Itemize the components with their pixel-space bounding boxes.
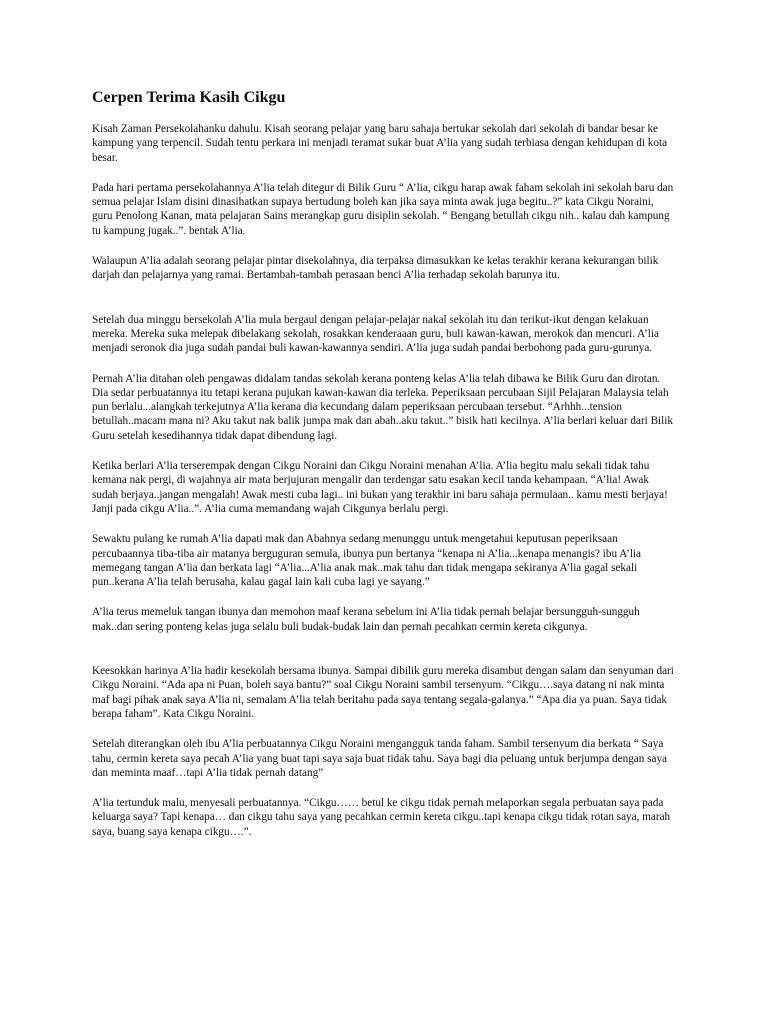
paragraph-10: Setelah diterangkan oleh ibu A’lia perbuatannya Cikgu Noraini mengangguk tanda faham. Sambil tersenyum dia berkata “ Saya tahu, cermin kereta saya pecah A’lia yang buat tapi saya saja buat tidak tahu. Saya bagi dia peluang untuk berjumpa dengan saya dan meminta maaf…tapi A’lia tidak pernah datang” — [92, 738, 668, 779]
paragraph-3: Walaupun A’lia adalah seorang pelajar pintar disekolahnya, dia terpaksa dimasukkan ke kelas terakhir kerana kekurangan bilik darjah dan pelajarnya yang ramai. Bertambah-tambah perasaan benci A’lia terhadap sekolah barunya itu. — [92, 255, 659, 282]
paragraph-6: Ketika berlari A’lia terserempak dengan Cikgu Noraini dan Cikgu Noraini menahan A’lia. A’lia begitu malu sekali tidak tahu kemana nak pergi, di wajahnya air mata berjujuran mengalir dan terdengar satu esakan kecil tanda kehampaan. “A’lia! Awak sudah berjaya..jangan mengalah! Awak mesti cuba lagi.. ini bukan yang terakhir ini baru sahaja permulaan.. kamu mesti berjaya! Janji pada cikgu A’lia..”. A’lia cuma memandang wajah Cikgunya berlalu pergi. — [92, 460, 668, 515]
paragraph-1: Kisah Zaman Persekolahanku dahulu. Kisah seorang pelajar yang baru sahaja bertukar sekolah dari sekolah di bandar besar ke kampung yang terpencil. Sudah tentu perkara ini menjadi teramat sukar buat A’lia yang sudah terbiasa dengan kehidupan di kota besar. — [92, 123, 668, 164]
paragraph-7: Sewaktu pulang ke rumah A’lia dapati mak dan Abahnya sedang menunggu untuk mengetahui keputusan peperiksaan percubaannya tiba-tiba air matanya berguguran semula, ibunya pun bertanya “kenapa ni A’lia...kenapa menangis? ibu A’lia memegang tangan A’lia dan berkata lagi “A’lia...A’lia anak mak..mak tahu dan tidak mengapa sekiranya A’lia gagal sekali pun..kerana A’lia telah berusaha, kalau gagal lain kali cuba lagi ye sayang.” — [92, 533, 642, 589]
paragraph-8: A’lia terus memeluk tangan ibunya dan memohon maaf kerana sebelum ini A’lia tidak pernah belajar bersungguh-sungguh mak..dan sering ponteng kelas juga selalu buli budak-budak lain dan pernah pecahkan cermin kereta cikgunya. — [92, 606, 640, 633]
paragraph-2: Pada hari pertama persekolahannya A’lia telah ditegur di Bilik Guru “ A’lia, cikgu harap awak faham sekolah ini sekolah baru dan semua pelajar Islam disini dinasihatkan supaya bertudung boleh kan jika saya minta awak juga begitu..?” kata Cikgu Noraini, guru Penolong Kanan, mata pelajaran Sains merangkap guru disiplin sekolah. “ Bengang betullah cikgu nih.. kalau dah kampung tu kampung jugak..”. bentak A’lia. — [92, 181, 674, 237]
document-page — [92, 88, 676, 855]
paragraph-11: A’lia tertunduk malu, menyesali perbuatannya. “Cikgu…… betul ke cikgu tidak pernah melaporkan segala perbuatan saya pada keluarga saya? Tapi kenapa… dan cikgu tahu saya yang pecahkan cermin kereta cikgu..tapi kenapa cikgu tidak rotan saya, marah saya, buang saya kenapa cikgu….”. — [92, 797, 671, 838]
document-title: Cerpen Terima Kasih Cikgu — [92, 89, 286, 106]
paragraph-5: Pernah A’lia ditahan oleh pengawas didalam tandas sekolah kerana ponteng kelas A’lia telah dibawa ke Bilik Guru dan dirotan. Dia sedar perbuatannya itu tetapi kerana pujukan kawan-kawan dia terleka. Peperiksaan percubaan Sijil Pelajaran Malaysia telah pun berlalu...alangkah terkejutnya A’lia kerana dia kecundang dalam peperiksaan percubaan tersebut. “Arhhh...tension betullah..macam mana ni? Aku takut nak balik jumpa mak dan abah..aku takut..” bisik hati kecilnya. A’lia berlari keluar dari Bilik Guru setelah kesedihannya tidak dapat dibendung lagi. — [92, 372, 673, 442]
paragraph-4: Setelah dua minggu bersekolah A’lia mula bergaul dengan pelajar-pelajar nakal sekolah itu dan terikut-ikut dengan kelakuan mereka. Mereka suka melepak dibelakang sekolah, rosakkan kenderaaan guru, buli kawan-kawan, merokok dan mencuri. A’lia menjadi seronok dia juga sudah pandai buli kawan-kawannya sendiri. A’lia juga sudah pandai berbohong pada guru-gurunya. — [92, 313, 659, 355]
paragraph-9: Keesokkan harinya A’lia hadir kesekolah bersama ibunya. Sampai dibilik guru mereka disambut dengan salam dan senyuman dari Cikgu Noraini. “Ada apa ni Puan, boleh saya bantu?” soal Cikgu Noraini sambil tersenyum. “Cikgu….saya datang ni nak minta maf bagi pihak anak saya A’lia ni, semalam A’lia telah beritahu pada saya tentang segala-galanya.” “Apa dia ya puan. Saya tidak berapa faham”. Kata Cikgu Noraini. — [92, 665, 674, 720]
